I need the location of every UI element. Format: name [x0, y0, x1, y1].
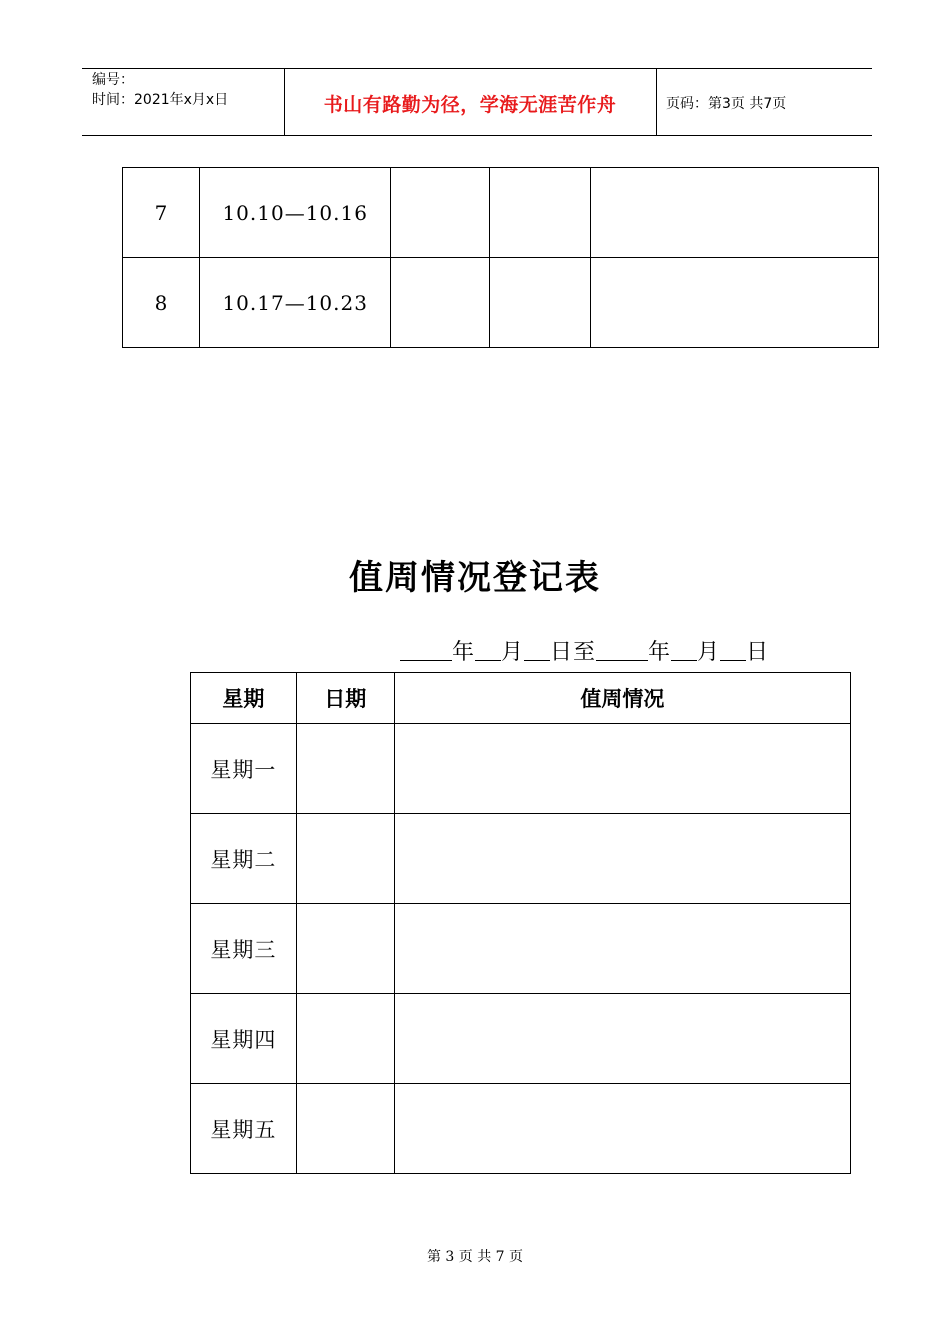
- form-title: 值周情况登记表: [349, 558, 601, 598]
- year-label: 年: [648, 640, 672, 665]
- time-label: 时间：2021年x月x日: [92, 92, 229, 108]
- empty-cell: [391, 168, 490, 258]
- table-header-row: [191, 673, 851, 724]
- status-cell: [394, 814, 850, 904]
- header-page-label: 页码：第3页 共7页: [666, 96, 787, 112]
- month-label: 月: [697, 640, 721, 665]
- year-label: 年: [452, 640, 476, 665]
- day-blank: [720, 640, 746, 661]
- table-row: [191, 904, 851, 994]
- date-cell: [296, 904, 394, 994]
- table-row: [123, 258, 879, 348]
- header-bottom-rule: [82, 135, 872, 136]
- empty-cell: [391, 258, 490, 348]
- day-blank: [524, 640, 550, 661]
- weekday-cell: 星期四: [191, 994, 297, 1084]
- page-footer: 第 3 页 共 7 页: [426, 1249, 524, 1265]
- year-blank: [400, 640, 452, 661]
- month-blank: [475, 640, 501, 661]
- weekday-cell: 星期五: [191, 1084, 297, 1174]
- week-number: 7: [123, 168, 200, 258]
- day-label: 日至: [550, 640, 597, 665]
- weekday-cell: 星期三: [191, 904, 297, 994]
- number-label: 编号：: [92, 72, 134, 88]
- date-cell: [296, 724, 394, 814]
- day-label: 日: [746, 640, 770, 665]
- empty-cell: [490, 258, 590, 348]
- column-header-date: 日期: [296, 673, 394, 724]
- empty-cell: [490, 168, 590, 258]
- column-header-weekday: 星期: [191, 673, 297, 724]
- weekday-cell: 星期一: [191, 724, 297, 814]
- month-blank: [671, 640, 697, 661]
- table-row: [191, 1084, 851, 1174]
- status-cell: [394, 1084, 850, 1174]
- status-cell: [394, 994, 850, 1084]
- status-cell: [394, 904, 850, 994]
- empty-cell: [590, 168, 878, 258]
- column-header-status: 值周情况: [394, 673, 850, 724]
- date-range: 10.10—10.16: [200, 168, 391, 258]
- motto: 书山有路勤为径，学海无涯苦作舟: [323, 94, 617, 116]
- empty-cell: [590, 258, 878, 348]
- header-meta: [92, 70, 228, 110]
- status-cell: [394, 724, 850, 814]
- date-cell: [296, 1084, 394, 1174]
- weekday-cell: 星期二: [191, 814, 297, 904]
- table-row: [191, 724, 851, 814]
- table-row: [191, 814, 851, 904]
- header-top-rule: [82, 68, 872, 69]
- date-cell: [296, 994, 394, 1084]
- schedule-table: [122, 167, 879, 348]
- table-row: [123, 168, 879, 258]
- month-label: 月: [501, 640, 525, 665]
- year-blank: [596, 640, 648, 661]
- header-divider: [656, 68, 657, 135]
- duty-table: [190, 672, 851, 1174]
- table-row: [191, 994, 851, 1084]
- date-range-line: [400, 635, 769, 666]
- week-number: 8: [123, 258, 200, 348]
- date-range: 10.17—10.23: [200, 258, 391, 348]
- date-cell: [296, 814, 394, 904]
